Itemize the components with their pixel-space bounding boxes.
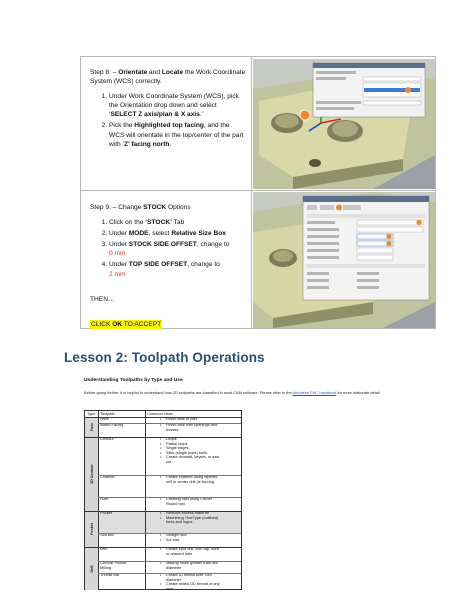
cad-model-image xyxy=(253,59,435,189)
step-8-item-1: 1. Under Work Coordinate System (WCS), pick the Orientation drop down and select ‘SELECT Z axis/plan & X axis.’ xyxy=(109,92,246,119)
step-8-cad-screenshot xyxy=(253,59,435,189)
table-row: Contour • Loops • Partial loops • Single edges • Stick (single point) fonts • Create dovetail, keyset, or saw cut xyxy=(98,437,241,475)
table-row: Circular Pocket Milling • Making holes greater than drill diameter xyxy=(98,561,241,573)
step-9-text xyxy=(90,203,246,329)
top-side-offset-value: 2 mm xyxy=(109,270,126,278)
group-drill: Drill xyxy=(85,547,98,590)
accept-instruction: CLICK OK TO ACCEPT xyxy=(91,320,162,328)
table-row: Slot Mill • Straight slot • Arc slot xyxy=(98,533,241,547)
table-row: Island Facing • Finish face with openings and bosses xyxy=(98,423,241,437)
step-9-list xyxy=(90,218,246,279)
stock-side-offset-value: 0 mm xyxy=(109,250,126,258)
header-common-uses: Common Uses xyxy=(147,410,173,416)
group-face: Face xyxy=(85,417,98,437)
handbook-link[interactable]: Autodesk CNC handbook xyxy=(292,390,337,395)
group-pocket: Pocket xyxy=(85,511,98,547)
step-9-item-2: 2. Under MODE, select Relative Size Box xyxy=(109,229,246,238)
toolpath-table xyxy=(84,410,242,590)
table-row: Drill • Create spot drill, drill, tap, bore or reamed hole xyxy=(98,547,241,561)
group-2d-contour: 2D Contour xyxy=(85,437,98,511)
table-row: Fillet • Creating fillet using Corner Round tool. xyxy=(98,497,241,511)
table-row: Thread Mill • Create ID thread over Tool diameter • Create milled OD thread of any size. xyxy=(98,573,241,590)
header-type: Type xyxy=(87,410,96,416)
step-8-text xyxy=(90,68,246,151)
step-8-list xyxy=(90,92,246,149)
table-row: Chamfer • Create chamfer using tapered mill or center drill (ie burring xyxy=(98,475,241,497)
step-9-item-3: 3. Under STOCK SIDE OFFSET, change to 0 mm xyxy=(109,240,246,258)
steps-table xyxy=(80,56,436,329)
cad-stock-image xyxy=(253,192,435,328)
step-9-item-4: 4. Under TOP SIDE OFFSET, change to 2 mm xyxy=(109,260,246,278)
step-9-cad-screenshot xyxy=(253,192,435,328)
table-row: Face • Finish face of part xyxy=(98,417,241,423)
section-subtitle: Understanding Toolpaths by Type and Use xyxy=(84,378,183,383)
intro-paragraph: Before going further, it is helpful to understand how 2D toolpaths are classified in most CAM software. Please refer to the Autodesk CNC handbook for more elaborate detail. xyxy=(84,390,381,395)
lesson-title: Lesson 2: Toolpath Operations xyxy=(64,350,265,365)
column-divider xyxy=(251,57,252,328)
step-9-item-1: 1. Click on the ‘STOCK’ Tab xyxy=(109,218,246,227)
table-row: Pocket • Remove excess material • Machining TrueType (outlined) fonts and logos xyxy=(98,511,241,533)
header-toolpath: Toolpath xyxy=(100,410,115,416)
step-8-title: Step 8: – Orientate and Locate the Work Coordinate System (WCS) correctly. xyxy=(90,69,246,86)
then-label: THEN… xyxy=(90,295,115,303)
step-9-title: Step 9: – Change STOCK Options xyxy=(90,204,191,211)
row-divider xyxy=(81,190,435,191)
step-8-item-2: 2. Pick the Highlighted top facing, and the WCS will orientate in the top/center of the part with ‘Z’ facing north. xyxy=(109,121,246,148)
